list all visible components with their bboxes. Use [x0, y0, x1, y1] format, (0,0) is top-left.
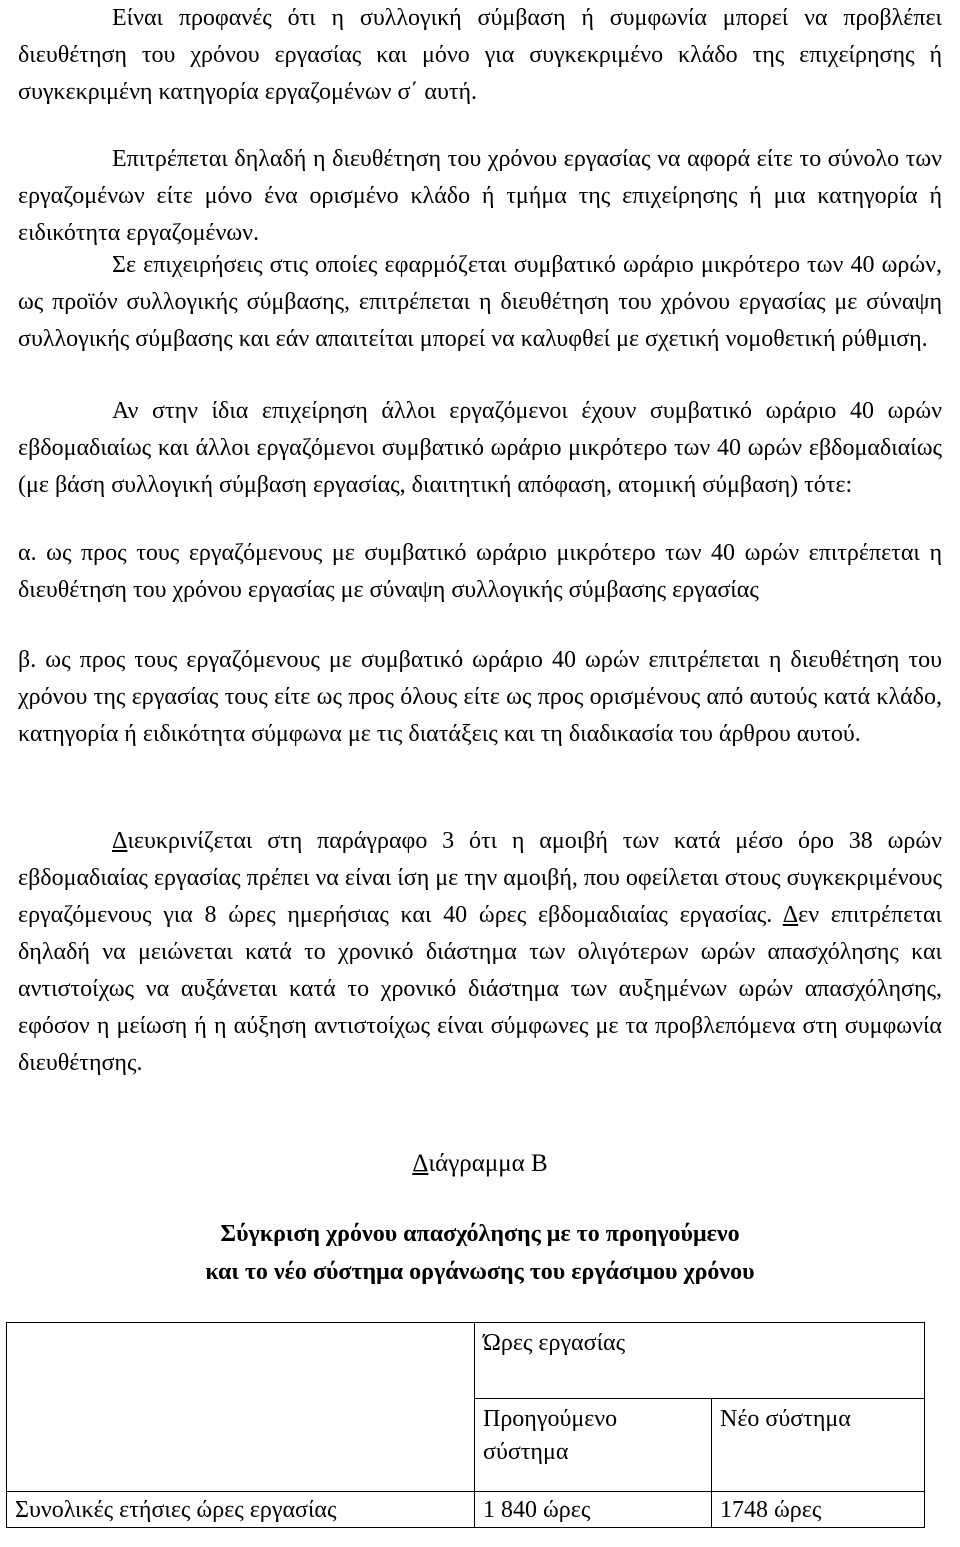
paragraph-6: β. ως προς τους εργαζόμενους με συμβατικό ωράριο 40 ωρών επιτρέπεται η διευθέτηση του χρόνου της εργασίας τους είτε ως προς όλους είτε ως προς ορισμένους από αυτούς κατά κλάδο, κατηγορία ή ειδικότητα σύμφωνα με τις διατάξεις και τη διαδικασία του άρθρου αυτού. [18, 647, 942, 747]
paragraph-7-text-a: ιευκρινίζεται στη παράγραφο 3 ότι η αμοιβή των κατά μέσο όρο 38 ωρών εβδομαδιαίας εργασίας πρέπει να είναι ίση με την αμοιβή, που οφείλεται στους συγκεκριμένους εργαζόμενους για 8 ώρες ημερήσιας και 40 ώρες εβδομαδιαίας εργασίας. [18, 828, 942, 928]
paragraph-2: Επιτρέπεται δηλαδή η διευθέτηση του χρόνου εργασίας να αφορά είτε το σύνολο των εργαζομένων είτε μόνο ένα ορισμένο κλάδο ή τμήμα της επιχείρησης ή μια κατηγορία ή ειδικότητα εργαζομένων. [18, 146, 942, 246]
table-row [7, 1399, 925, 1492]
paragraph-7 [18, 823, 942, 1082]
table-row [7, 1323, 925, 1399]
row-label: Συνολικές ετήσιες ώρες εργασίας [7, 1492, 475, 1528]
diagram-caption [0, 1145, 960, 1182]
paragraph-4: Αν στην ίδια επιχείρηση άλλοι εργαζόμενοι έχουν συμβατικό ωράριο 40 ωρών εβδομαδιαίως και άλλοι εργαζόμενοι συμβατικό ωράριο μικρότερο των 40 ωρών εβδομαδιαίως (με βάση συλλογική σύμβαση εργασίας, διαιτητική απόφαση, ατομική σύμβαση) τότε: [18, 398, 942, 498]
hours-comparison-table [6, 1322, 925, 1528]
caption-text: ιάγραμμα Β [428, 1150, 548, 1177]
table-cell-empty [7, 1323, 475, 1399]
cell-previous: 1 840 ώρες [475, 1492, 712, 1528]
col-header-previous: Προηγούμενο σύστημα [475, 1399, 712, 1492]
paragraph-1: Είναι προφανές ότι η συλλογική σύμβαση ή συμφωνία μπορεί να προβλέπει διευθέτηση του χρόνου εργασίας και μόνο για συγκεκριμένο κλάδο της επιχείρησης ή συγκεκριμένη κατηγορία εργαζομένων σ΄ αυτή. [18, 5, 942, 105]
header-group-cell: Ώρες εργασίας [475, 1323, 925, 1399]
table-cell-empty [7, 1399, 475, 1492]
col-header-new: Νέο σύστημα [712, 1399, 925, 1492]
paragraph-5: α. ως προς τους εργαζόμενους με συμβατικό ωράριο μικρότερο των 40 ωρών επιτρέπεται η διευθέτηση του χρόνου εργασίας με σύναψη συλλογικής σύμβασης εργασίας [18, 540, 942, 603]
drop-letter: Δ [112, 828, 128, 854]
drop-letter-2: Δ [782, 902, 799, 928]
cell-new: 1748 ώρες [712, 1492, 925, 1528]
caption-letter: Δ [412, 1150, 429, 1177]
section-title-line-1: Σύγκριση χρόνου απασχόλησης με το προηγούμενο [220, 1221, 740, 1247]
section-title-line-2: και το νέο σύστημα οργάνωσης του εργάσιμου χρόνου [205, 1259, 755, 1285]
table-row [7, 1492, 925, 1528]
paragraph-7-text-b: εν επιτρέπεται δηλαδή να μειώνεται κατά το χρονικό διάστημα των ολιγότερων ωρών απασχόλησης και αντιστοίχως να αυξάνεται κατά το χρονικό διάστημα των αυξημένων ωρών απασχόλησης, εφόσον η μείωση ή η αύξηση αντιστοίχως είναι σύμφωνες με τα προβλεπόμενα στη συμφωνία διευθέτησης. [18, 902, 943, 1076]
paragraph-3: Σε επιχειρήσεις στις οποίες εφαρμόζεται συμβατικό ωράριο μικρότερο των 40 ωρών, ως προϊόν συλλογικής σύμβασης, επιτρέπεται η διευθέτηση του χρόνου εργασίας με σύναψη συλλογικής σύμβασης και εάν απαιτείται μπορεί να καλυφθεί με σχετική νομοθετική ρύθμιση. [18, 252, 942, 352]
